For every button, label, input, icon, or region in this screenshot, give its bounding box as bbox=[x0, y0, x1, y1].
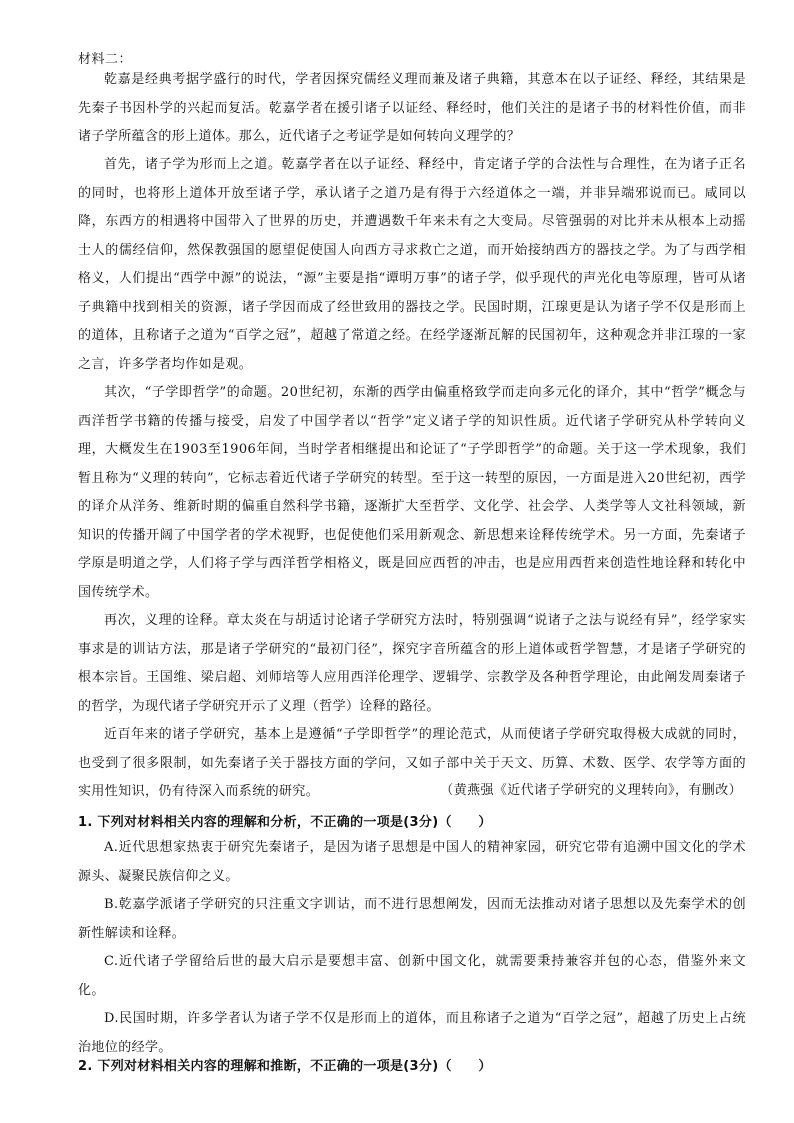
paragraph-second: 其次，“子学即哲学”的命题。20世纪初，东渐的西学由偏重格致学而走向多元化的译介，其中“哲学”概念与西洋哲学书籍的传播与接受，启发了中国学者以“哲学”定义诸子学的知识性质。近代诸子学研究从朴学转向义理，大概发生在1903至1906年间，当时学者相继提出和论证了“子学即哲学”的命题。关于这一学术现象，我们暂且称为“义理的转向”，它标志着近代诸子学研究的转型。至于这一转型的原因，一方面是进入20世纪初，西学的译介从洋务、维新时期的偏重自然科学书籍，逐渐扩大至哲学、文化学、社会学、人类学等人文社科领域，新知识的传播开阔了中国学者的学术视野，也促使他们采用新观念、新思想来诠释传统学术。另一方面，先秦诸子学原是明道之学，人们将子学与西洋哲学相格义，既是回应西哲的冲击，也是应用西哲来创造性地诠释和转化中国传统学术。 bbox=[78, 385, 746, 600]
source-citation: （黄燕强《近代诸子学研究的义理转向》，有删改） bbox=[440, 783, 742, 798]
question-1-option-b: B.乾嘉学派诸子学研究的只注重文字训诂，而不进行思想阐发，因而无法推动对诸子思想以及先秦学术的创新性解读和诠释。 bbox=[78, 897, 746, 941]
section-label: 材料二： bbox=[78, 52, 133, 67]
question-2-stem: 2. 下列对材料相关内容的理解和推断，不正确的一项是(3分)（ ） bbox=[78, 1059, 492, 1074]
paragraph-first: 首先，诸子学为形而上之道。乾嘉学者在以子证经、释经中，肯定诸子学的合法性与合理性，在为诸子正名的同时，也将形上道体开放至诸子学，承认诸子之道乃是有得于六经道体之一端，并非异端邪说而已。咸同以降，东西方的相遇将中国带入了世界的历史，并遭遇数千年来未有之大变局。尽管强弱的对比并未从根本上动摇士人的儒经信仰，然保教强国的愿望促使国人向西方寻求救亡之道，而开始接纳西方的器技之学。为了与西学相格义，人们提出“西学中源”的说法，“源”主要是指“谭明万事”的诸子学，似乎现代的声光化电等原理，皆可从诸子典籍中找到相关的资源，诸子学因而成了经世致用的器技之学。民国时期，江瑔更是认为诸子学不仅是形而上的道体，且称诸子之道为“百学之冠”，超越了常道之经。在经学逐渐瓦解的民国初年，这种观念并非江瑔的一家之言，许多学者均作如是观。 bbox=[78, 157, 746, 372]
paragraph-third: 再次，义理的诠释。章太炎在与胡适讨论诸子学研究方法时，特别强调“说诸子之法与说经有异”，经学家实事求是的训诂方法，那是诸子学研究的“最初门径”，探究字音所蕴含的形上道体或哲学智慧，才是诸子学研究的根本宗旨。王国维、梁启超、刘师培等人应用西洋伦理学、逻辑学、宗教学及各种哲学理论，由此阐发周秦诸子的哲学，为现代诸子学研究开示了义理（哲学）诠释的路径。 bbox=[78, 613, 746, 714]
paragraph-intro: 乾嘉是经典考据学盛行的时代，学者因探究儒经义理而兼及诸子典籍，其意本在以子证经、释经，其结果是先秦子书因朴学的兴起而复活。乾嘉学者在援引诸子以证经、释经时，他们关注的是诸子书的材料性价值，而非诸子学所蕴含的形上道体。那么，近代诸子之考证学是如何转向义理学的？ bbox=[78, 72, 746, 144]
question-1-option-d: D.民国时期，许多学者认为诸子学不仅是形而上的道体，而且称诸子之道为“百学之冠”，超越了历史上占统治地位的经学。 bbox=[78, 1011, 746, 1055]
question-1-option-c: C.近代诸子学留给后世的最大启示是要想丰富、创新中国文化，就需要秉持兼容并包的心态，借鉴外来文化。 bbox=[78, 954, 746, 998]
question-1-option-a: A.近代思想家热衷于研究先秦诸子，是因为诸子思想是中国人的精神家园，研究它带有追溯中国文化的学术源头、凝聚民族信仰之义。 bbox=[78, 840, 746, 884]
paragraph-conclusion: 近百年来的诸子学研究，基本上是遵循“子学即哲学”的理论范式，从而使诸子学研究取得极大成就的同时，也受到了很多限制，如先秦诸子关于器技方面的学问，又如子部中关于天文、历算、术数、医学、农学等方面的实用性知识，仍有待深入而系统的研究。 bbox=[78, 727, 746, 799]
question-1-stem: 1. 下列对材料相关内容的理解和分析，不正确的一项是(3分)（ ） bbox=[78, 815, 492, 830]
